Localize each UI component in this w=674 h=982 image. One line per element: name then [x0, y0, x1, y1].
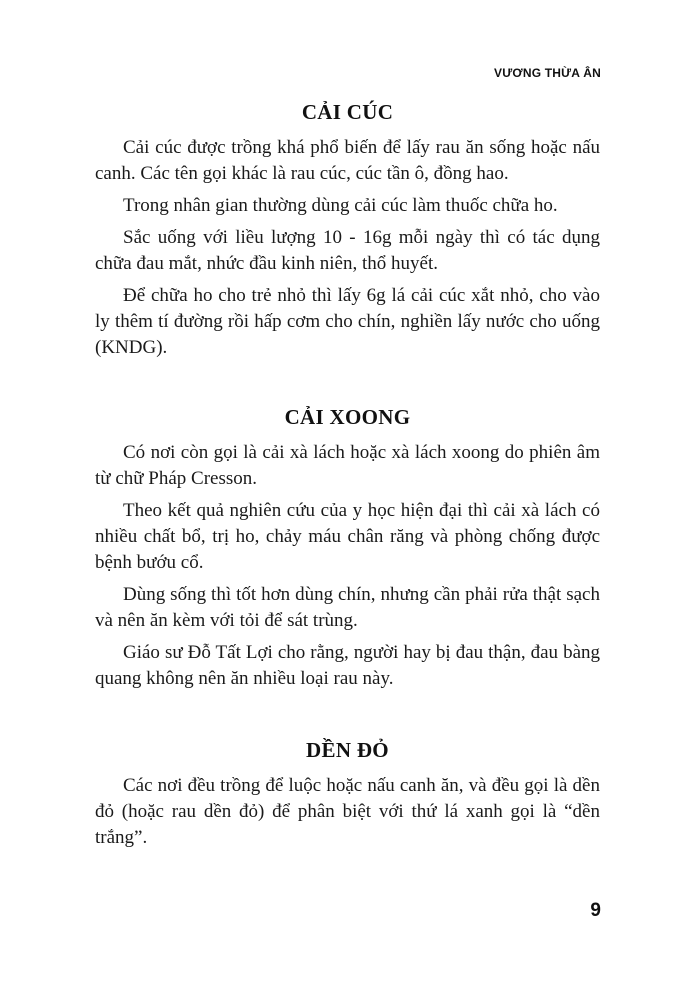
paragraph: Để chữa ho cho trẻ nhỏ thì lấy 6g lá cải cúc xắt nhỏ, cho vào ly thêm tí đường rồi hấp cơm cho chín, nghiền lấy nước cho uống (KNDG). [95, 285, 600, 358]
section-cai-cuc [95, 100, 600, 361]
section-title: CẢI XOONG [284, 405, 411, 429]
page-body [95, 100, 600, 857]
page-number: 9 [590, 900, 601, 921]
section-title: CẢI CÚC [301, 100, 394, 124]
section-den-do [95, 738, 600, 851]
paragraph: Dùng sống thì tốt hơn dùng chín, nhưng cần phải rửa thật sạch và nên ăn kèm với tỏi để sát trùng. [95, 584, 600, 631]
paragraph: Sắc uống với liều lượng 10 - 16g mỗi ngày thì có tác dụng chữa đau mắt, nhức đầu kinh niên, thổ huyết. [95, 227, 600, 274]
paragraph: Có nơi còn gọi là cải xà lách hoặc xà lách xoong do phiên âm từ chữ Pháp Cresson. [95, 442, 600, 489]
section-title: DỀN ĐỎ [306, 738, 389, 762]
paragraph: Trong nhân gian thường dùng cải cúc làm thuốc chữa ho. [123, 195, 558, 216]
paragraph: Giáo sư Đỗ Tất Lợi cho rằng, người hay bị đau thận, đau bàng quang không nên ăn nhiều loại rau này. [95, 642, 600, 689]
running-header-author: VƯƠNG THỪA ÂN [494, 66, 601, 80]
paragraph: Cải cúc được trồng khá phổ biến để lấy rau ăn sống hoặc nấu canh. Các tên gọi khác là rau cúc, cúc tần ô, đồng hao. [95, 137, 600, 184]
paragraph: Theo kết quả nghiên cứu của y học hiện đại thì cải xà lách có nhiều chất bổ, trị ho, chảy máu chân răng và phòng chống được bệnh bướu cổ. [95, 500, 600, 573]
paragraph: Các nơi đều trồng để luộc hoặc nấu canh ăn, và đều gọi là dền đỏ (hoặc rau dền đỏ) để phân biệt với thứ lá xanh gọi là “dền trắng”. [95, 775, 600, 848]
section-cai-xoong [95, 405, 600, 692]
